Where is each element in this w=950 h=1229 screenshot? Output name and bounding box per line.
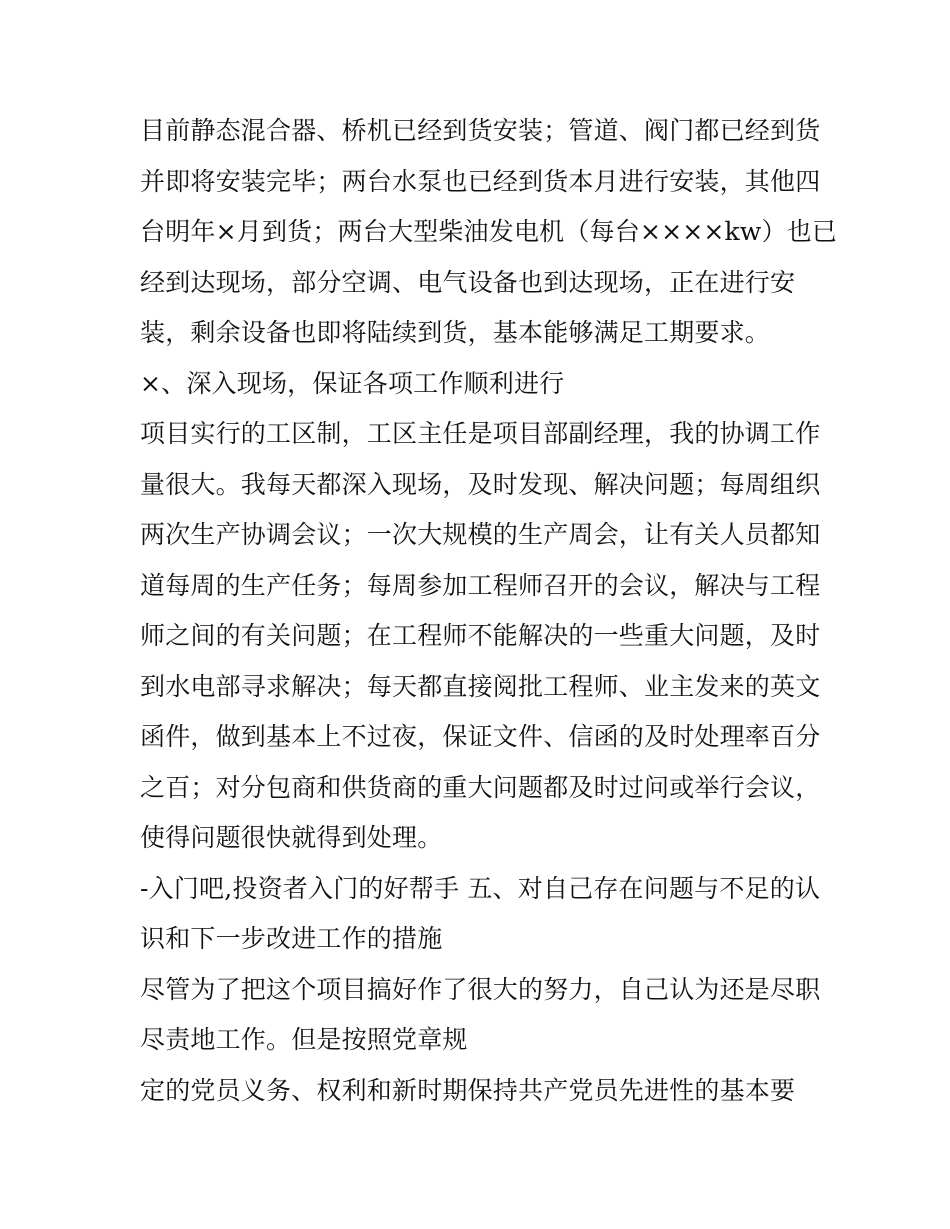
text-line: 师之间的有关问题；在工程师不能解决的一些重大问题，及时 <box>140 621 821 650</box>
text-line: 函件，做到基本上不过夜，保证文件、信函的及时处理率百分 <box>140 722 821 751</box>
section-heading: -入门吧,投资者入门的好帮手 五、对自己存在问题与不足的认 <box>140 873 821 903</box>
text-line: 到水电部寻求解决；每天都直接阅批工程师、业主发来的英文 <box>140 671 821 701</box>
text-line: 道每周的生产任务；每周参加工程师召开的会议，解决与工程 <box>140 570 821 600</box>
text-line: 定的党员义务、权利和新时期保持共产党员先进性的基本要 <box>140 1075 796 1105</box>
text-line: 量很大。我每天都深入现场，及时发现、解决问题；每周组织 <box>140 469 821 499</box>
text-line: 之百；对分包商和供货商的重大问题都及时过问或举行会议， <box>140 772 821 802</box>
document-body <box>140 106 838 1116</box>
text-line: 目前静态混合器、桥机已经到货安装；管道、阀门都已经到货 <box>140 116 821 145</box>
text-line: 两次生产协调会议；一次大规模的生产周会，让有关人员都知 <box>140 520 821 549</box>
text-line: 项目实行的工区制，工区主任是项目部副经理，我的协调工作 <box>140 419 821 448</box>
section-heading: ×、深入现场，保证各项工作顺利进行 <box>140 368 565 398</box>
text-line: 识和下一步改进工作的措施 <box>140 924 443 953</box>
text-line: 装，剩余设备也即将陆续到货，基本能够满足工期要求。 <box>140 318 771 347</box>
text-line: 使得问题很快就得到处理。 <box>140 823 443 852</box>
text-line: 台明年×月到货；两台大型柴油发电机（每台××××kw）也已 <box>140 217 838 246</box>
text-line: 尽责地工作。但是按照党章规 <box>140 1025 468 1054</box>
text-line: 经到达现场，部分空调、电气设备也到达现场，正在进行安 <box>140 267 796 297</box>
text-line: 并即将安装完毕；两台水泵也已经到货本月进行安装，其他四 <box>140 166 821 196</box>
text-line: 尽管为了把这个项目搞好作了很大的努力，自己认为还是尽职 <box>140 974 821 1004</box>
